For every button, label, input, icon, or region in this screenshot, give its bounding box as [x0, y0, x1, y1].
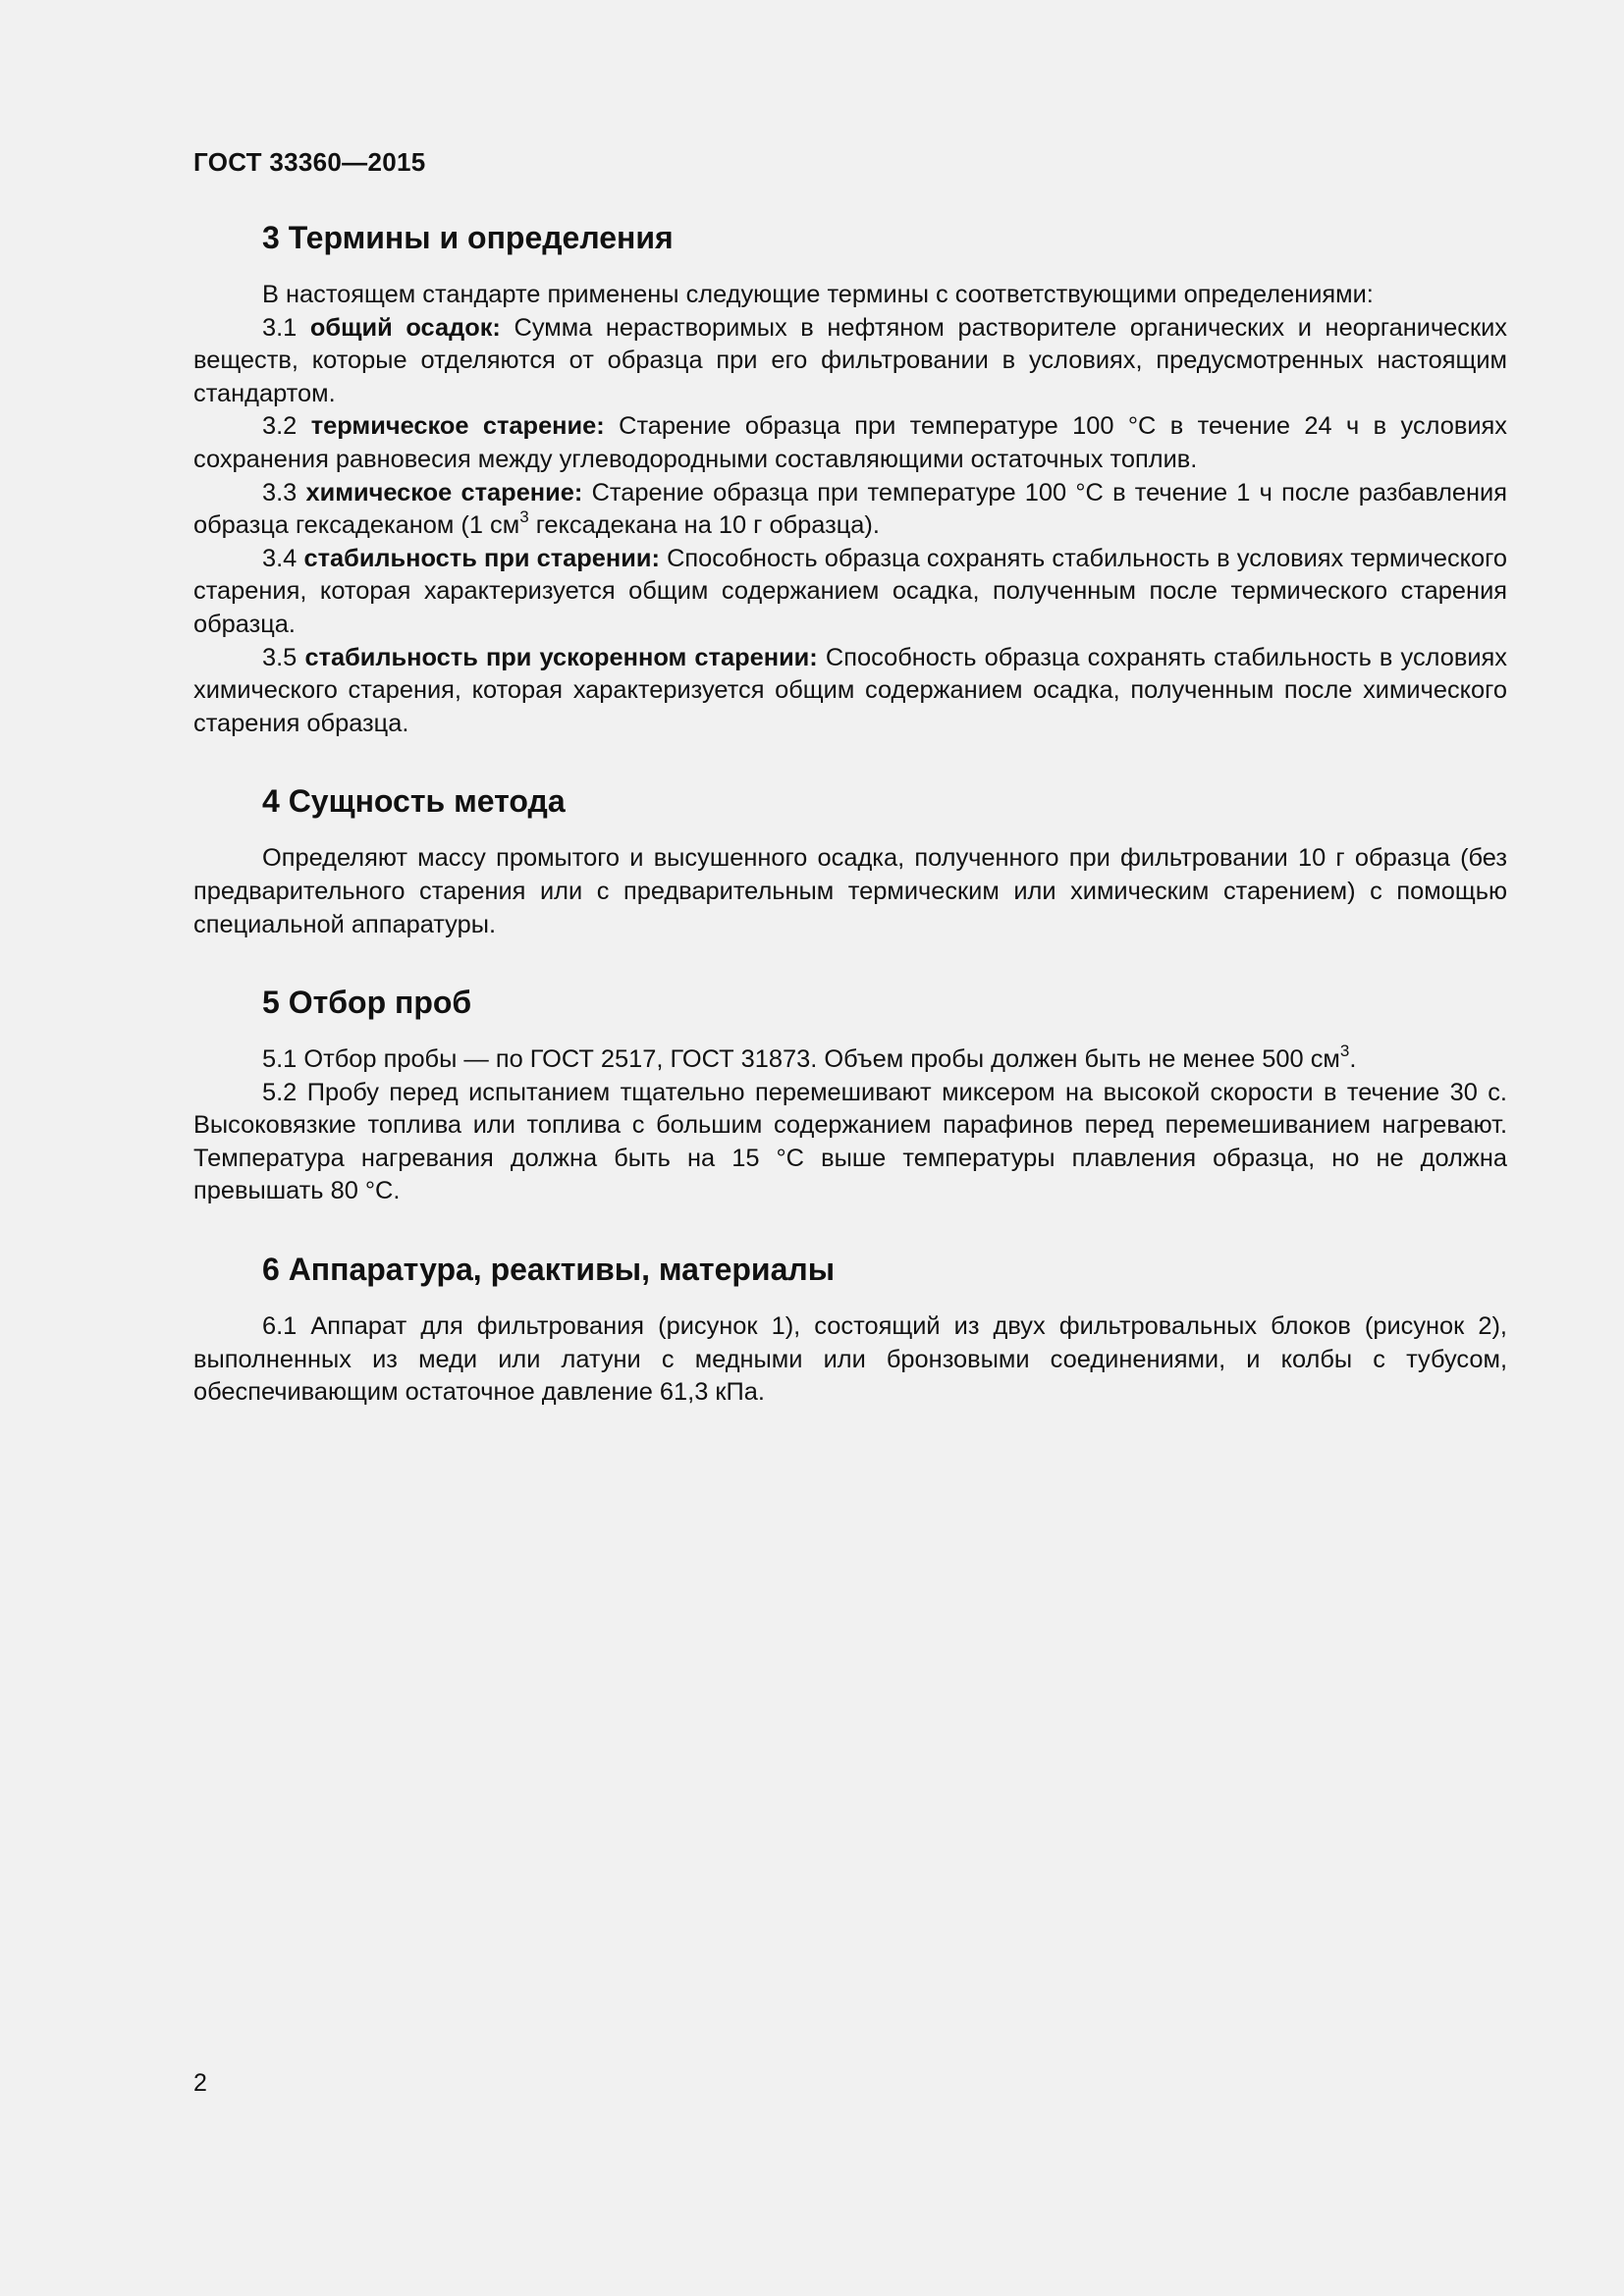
term-text: Старение образца при температуре 100 °С в течение 24 ч в условиях сохранения равновесия между углеводородными составляющими остаточных топлив. — [193, 412, 1507, 473]
paragraph-text: . — [1349, 1045, 1357, 1074]
term-number: 3.5 — [262, 643, 298, 671]
term-number: 3.2 — [262, 412, 298, 441]
paragraph — [193, 1043, 1507, 1077]
section-title: 5 Отбор проб — [262, 985, 472, 1021]
paragraph-text: 5.1 Отбор пробы — по ГОСТ 2517, ГОСТ 31873. Объем пробы должен быть не менее 500 см — [262, 1045, 1340, 1074]
term-number: 3.4 — [262, 544, 298, 572]
term-name: химическое старение: — [305, 478, 583, 507]
section-terms — [193, 218, 1507, 740]
page-number: 2 — [193, 2069, 207, 2097]
term-definition — [193, 477, 1507, 543]
term-name: термическое старение: — [310, 412, 605, 441]
term-text: Способность образца сохранять стабильность в условиях химического старения, которая характеризуется общим содержанием осадка, полученным после химического старения образца. — [193, 643, 1507, 737]
section-body — [193, 279, 1507, 740]
term-name: общий осадок: — [309, 313, 501, 342]
document-body — [193, 218, 1507, 1410]
section-sampling — [193, 983, 1507, 1208]
section-title: 4 Сущность метода — [262, 783, 566, 820]
section-apparatus — [193, 1250, 1507, 1410]
term-number: 3.1 — [262, 313, 298, 342]
paragraph: 6.1 Аппарат для фильтрования (рисунок 1), состоящий из двух фильтровальных блоков (рисунок 2), выполненных из меди или латуни с медными или бронзовыми соединениями, и колбы с тубусом, обеспечивающим остаточное давление 61,3 кПа. — [193, 1312, 1507, 1407]
term-name: стабильность при ускоренном старении: — [304, 643, 818, 671]
term-number: 3.3 — [262, 478, 298, 507]
superscript: 3 — [1339, 1041, 1350, 1060]
term-name: стабильность при старении: — [303, 544, 660, 572]
superscript: 3 — [519, 507, 529, 526]
term-definition — [193, 410, 1507, 476]
paragraph-intro: В настоящем стандарте применены следующие термины с соответствующими определениями: — [262, 281, 1374, 308]
section-body — [193, 842, 1507, 941]
section-body — [193, 1043, 1507, 1208]
paragraph: 5.2 Пробу перед испытанием тщательно перемешивают миксером на высокой скорости в течение 30 с. Высоковязкие топлива или топлива с большим содержанием парафинов перед перемешиванием нагревают. Температура нагревания должна быть на 15 °С выше температуры плавления образца, но не должна превышать 80 °С. — [193, 1078, 1507, 1205]
section-method — [193, 781, 1507, 941]
section-body — [193, 1310, 1507, 1410]
term-definition — [193, 642, 1507, 741]
document-header: ГОСТ 33360—2015 — [193, 147, 426, 177]
term-text: гексадекана на 10 г образца). — [535, 511, 880, 540]
term-text: Сумма нерастворимых в нефтяном растворителе органических и неорганических веществ, которые отделяются от образца при его фильтровании в условиях, предусмотренных настоящим стандартом. — [193, 313, 1507, 407]
section-title: 3 Термины и определения — [262, 220, 674, 255]
paragraph: Определяют массу промытого и высушенного осадка, полученного при фильтровании 10 г образца (без предварительного старения или с предварительным термическим или химическим старением) с помощью специальной аппаратуры. — [193, 844, 1507, 938]
term-text: Способность образца сохранять стабильность в условиях термического старения, которая характеризуется общим содержанием осадка, полученным после термического старения образца. — [193, 544, 1507, 638]
section-title: 6 Аппаратура, реактивы, материалы — [262, 1252, 836, 1288]
term-text: Старение образца при температуре 100 °С в течение 1 ч после разбавления образца гексадеканом (1 см — [193, 478, 1507, 540]
term-definition — [193, 312, 1507, 411]
term-definition — [193, 543, 1507, 642]
